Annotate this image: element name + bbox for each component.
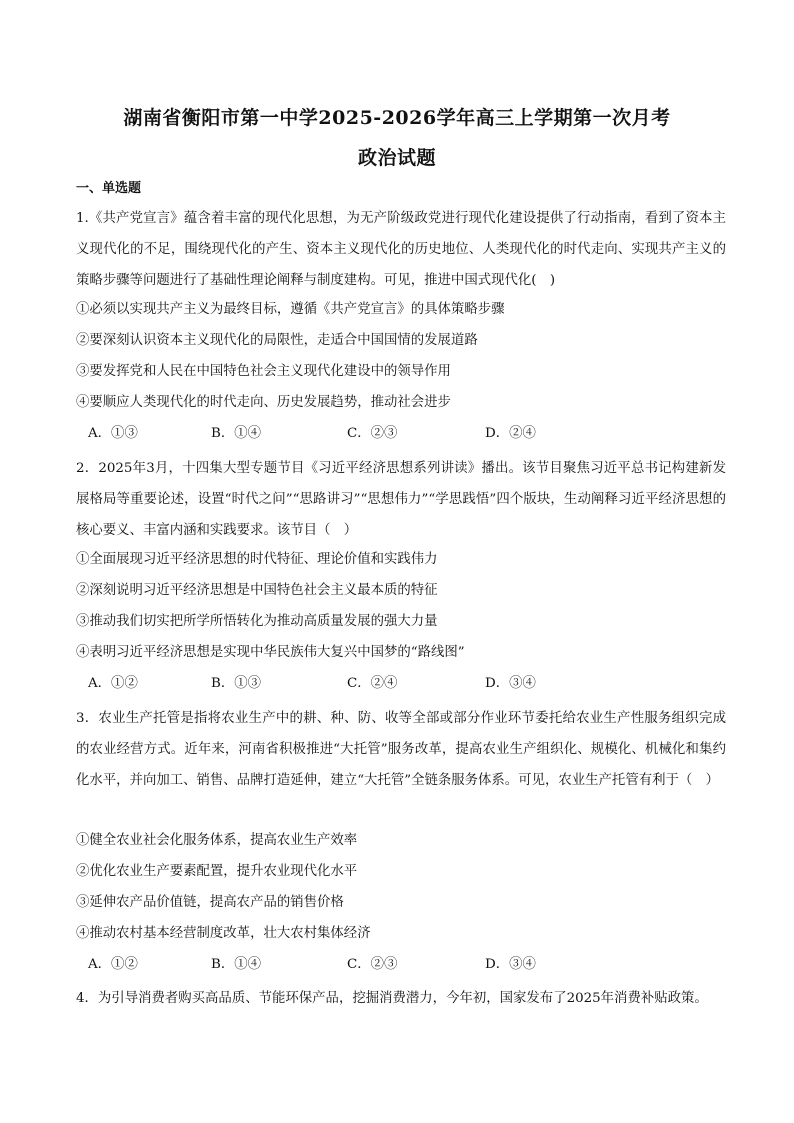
choice-a: A．①③ [88, 426, 138, 441]
question-1-option-1: ①必须以实现共产主义为最终目标，遵循《共产党宣言》的具体策略步骤 [76, 302, 505, 317]
question-2-option-3: ③推动我们切实把所学所悟转化为推动高质量发展的强大力量 [76, 614, 438, 629]
choice-d: D．③④ [485, 676, 536, 691]
question-2-option-4: ④表明习近平经济思想是实现中华民族伟大复兴中国梦的“路线图” [76, 645, 465, 660]
question-3-option-4: ④推动农村基本经营制度改革，壮大农村集体经济 [76, 926, 371, 941]
choice-a: A．①② [88, 676, 138, 691]
choice-c: C．②④ [347, 676, 398, 691]
question-1-option-4: ④要顺应人类现代化的时代走向、历史发展趋势，推动社会进步 [76, 395, 451, 410]
question-2-option-1: ①全面展现习近平经济思想的时代特征、理论价值和实践伟力 [76, 552, 438, 567]
question-3-option-2: ②优化农业生产要素配置，提升农业现代化水平 [76, 864, 358, 879]
choice-b: B．①④ [211, 426, 262, 441]
choice-d: D．③④ [485, 957, 536, 972]
exam-title: 湖南省衡阳市第一中学2025-2026学年高三上学期第一次月考 [123, 107, 671, 129]
choice-c: C．②③ [347, 426, 398, 441]
question-2-stem: 2．2025年3月，十四集大型专题节目《习近平经济思想系列讲读》播出。该节目聚焦习近平总书记构建新发展格局等重要论述，设置“时代之问”“思路讲习”“思想伟力”“学思践悟”四个版块，生动阐释习近平经济思想的核心要义、丰富内涵和实践要求。该节目（ ） [76, 461, 726, 538]
question-3-option-3: ③延伸农产品价值链，提高农产品的销售价格 [76, 895, 344, 910]
choice-b: B．①③ [211, 676, 262, 691]
question-3-option-1: ①健全农业社会化服务体系，提高农业生产效率 [76, 833, 358, 848]
question-4-stem: 4．为引导消费者购买高品质、节能环保产品，挖掘消费潜力，今年初，国家发布了2025年消费补贴政策。 [76, 991, 708, 1006]
choice-a: A．①② [88, 957, 138, 972]
choice-c: C．②③ [347, 957, 398, 972]
question-1-option-3: ③要发挥党和人民在中国特色社会主义现代化建设中的领导作用 [76, 364, 451, 379]
question-1-option-2: ②要深刻认识资本主义现代化的局限性，走适合中国国情的发展道路 [76, 333, 478, 348]
question-1-stem: 1.《共产党宣言》蕴含着丰富的现代化思想，为无产阶级政党进行现代化建设提供了行动指南，看到了资本主义现代化的不足，围绕现代化的产生、资本主义现代化的历史地位、人类现代化的时代走向、实现共产主义的策略步骤等问题进行了基础性理论阐释与制度建构。可见，推进中国式现代化( ) [76, 211, 726, 288]
exam-subtitle: 政治试题 [357, 147, 436, 169]
question-3-stem: 3．农业生产托管是指将农业生产中的耕、种、防、收等全部或部分作业环节委托给农业生产性服务组织完成的农业经营方式。近年来，河南省积极推进“大托管”服务改革，提高农业生产组织化、规模化、机械化和集约化水平，并向加工、销售、品牌打造延伸，建立“大托管”全链条服务体系。可见，农业生产托管有利于（ ） [76, 711, 726, 788]
choice-d: D．②④ [485, 426, 536, 441]
section-heading: 一、单选题 [76, 181, 142, 196]
question-2-option-2: ②深刻说明习近平经济思想是中国特色社会主义最本质的特征 [76, 583, 438, 598]
choice-b: B．①④ [211, 957, 262, 972]
